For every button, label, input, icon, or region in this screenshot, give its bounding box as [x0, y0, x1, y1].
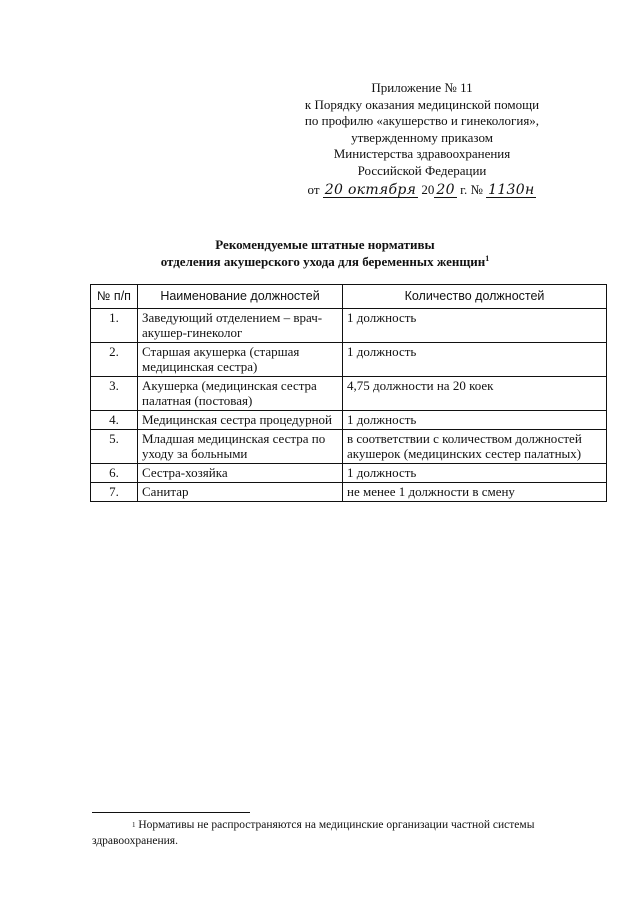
appendix-line: Российской Федерации: [357, 162, 487, 178]
table-row: [91, 343, 607, 377]
footnote-divider: [92, 812, 250, 813]
appendix-line: по профилю «акушерство и гинекология»,: [304, 113, 540, 128]
row-num: 7.: [91, 483, 138, 502]
header-name: Наименование должностей: [138, 285, 343, 309]
row-quantity: не менее 1 должности в смену: [343, 483, 607, 502]
appendix-number: Приложение № 11: [371, 80, 473, 95]
handwritten-order-number: 1130н: [488, 182, 535, 198]
row-position: Старшая акушерка (старшая медицинская сестра): [138, 343, 343, 377]
row-quantity: 1 должность: [343, 464, 607, 483]
row-position: Младшая медицинская сестра по уходу за больными: [138, 430, 343, 464]
row-quantity: 1 должность: [343, 343, 607, 377]
table-header-row: [91, 285, 607, 309]
table-row: [91, 430, 607, 464]
footnote: [92, 817, 602, 849]
row-position: Заведующий отделением – врач-акушер-гинеколог: [138, 309, 343, 343]
appendix-line: утвержденному приказом: [351, 129, 493, 145]
year-prefix: 20: [421, 182, 435, 197]
table-row: [91, 464, 607, 483]
title-line-text: отделения акушерского ухода для беременных женщин: [160, 254, 486, 269]
table-row: [91, 411, 607, 430]
row-num: 1.: [91, 309, 138, 343]
row-num: 4.: [91, 411, 138, 430]
row-num: 3.: [91, 377, 138, 411]
row-num: 5.: [91, 430, 138, 464]
row-num: 2.: [91, 343, 138, 377]
row-quantity: 1 должность: [343, 411, 607, 430]
table-row: [91, 377, 607, 411]
handwritten-year: 20: [436, 182, 455, 198]
row-position: Акушерка (медицинская сестра палатная (постовая): [138, 377, 343, 411]
footnote-text: Нормативы не распространяются на медицинские организации частной системы здравоохранения.: [92, 819, 535, 847]
appendix-line: Министерства здравоохранения: [333, 146, 511, 161]
document-title: [100, 236, 550, 270]
title-line: [100, 253, 550, 270]
header-num: № п/п: [91, 285, 138, 309]
table-row: [91, 309, 607, 343]
title-line: Рекомендуемые штатные нормативы: [215, 237, 435, 252]
number-label: г. №: [460, 182, 483, 197]
appendix-line: к Порядку оказания медицинской помощи: [304, 96, 540, 112]
footnote-ref: 1: [485, 254, 490, 263]
appendix-header: [262, 80, 582, 199]
order-date-line: [262, 182, 582, 199]
from-label: от: [307, 182, 320, 197]
row-quantity: 1 должность: [343, 309, 607, 343]
row-position: Сестра-хозяйка: [138, 464, 343, 483]
row-position: Санитар: [138, 483, 343, 502]
row-quantity: в соответствии с количеством должностей акушерок (медицинских сестер палатных): [343, 430, 607, 464]
header-qty: Количество должностей: [343, 285, 607, 309]
row-num: 6.: [91, 464, 138, 483]
staff-table: [90, 284, 607, 502]
table-row: [91, 483, 607, 502]
row-quantity: 4,75 должности на 20 коек: [343, 377, 607, 411]
footnote-mark: 1: [132, 821, 136, 829]
handwritten-date: 20 октября: [324, 182, 417, 198]
row-position: Медицинская сестра процедурной: [138, 411, 343, 430]
